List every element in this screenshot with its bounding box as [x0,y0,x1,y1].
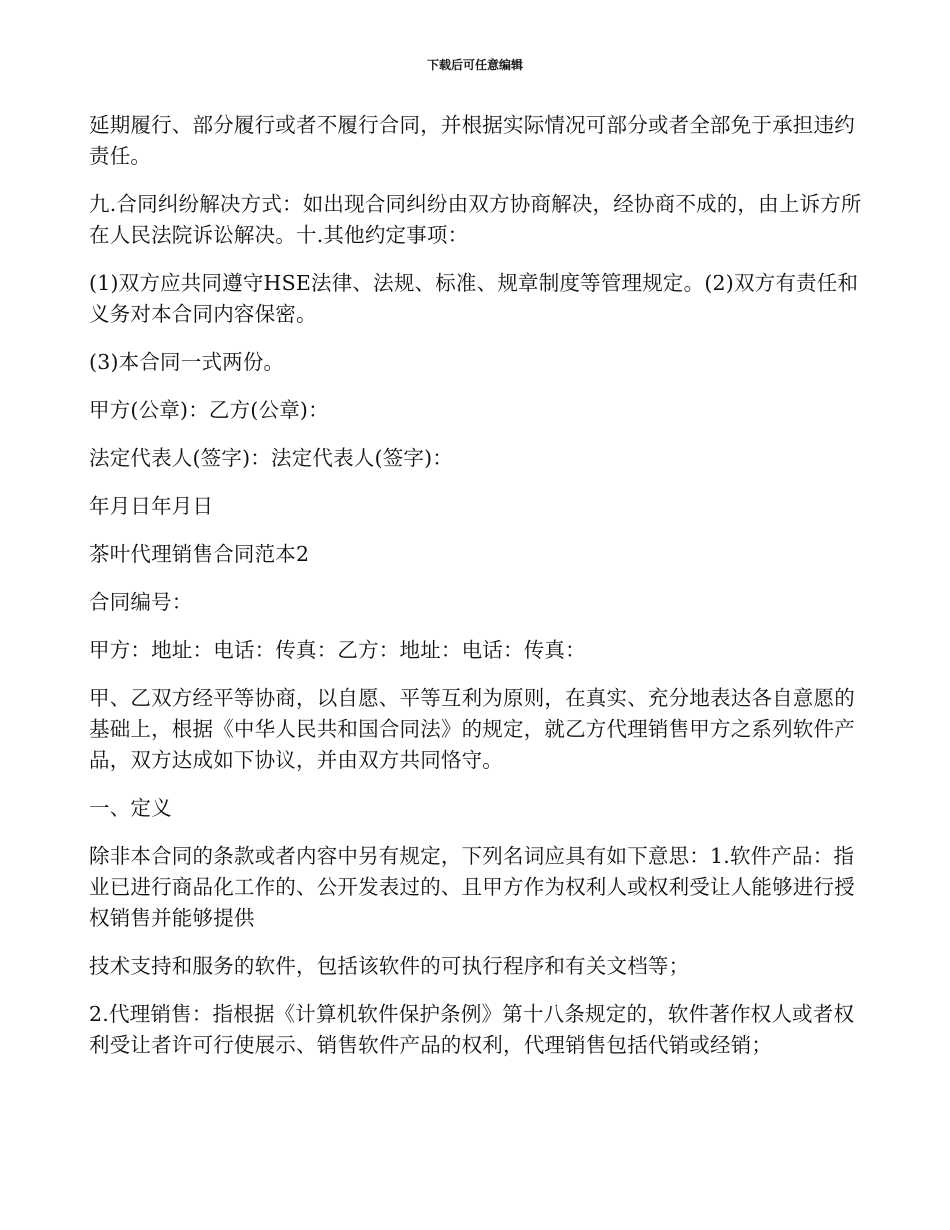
paragraph-14: 技术支持和服务的软件，包括该软件的可执行程序和有关文档等； [89,954,690,978]
paragraph-4: (3)本合同一式两份。 [89,350,285,374]
document-body [89,110,864,1078]
paragraph-10: 甲方：地址：电话：传真：乙方：地址：电话：传真： [89,638,586,662]
paragraph-7: 年月日年月日 [89,494,214,518]
paragraph-6: 法定代表人(签字)：法定代表人(签字)： [89,446,453,470]
page-header: 下载后可任意编辑 [426,58,523,72]
paragraph-9: 合同编号： [89,590,193,614]
paragraph-15: 2.代理销售：指根据《计算机软件保护条例》第十八条规定的，软件著作权人或者权利受让者许可行使展示、销售软件产品的权利，代理销售包括代销或经销； [89,1002,855,1057]
paragraph-5: 甲方(公章)：乙方(公章)： [89,398,329,422]
paragraph-11: 甲、乙双方经平等协商，以自愿、平等互利为原则，在真实、充分地表达各自意愿的基础上，根据《中华人民共和国合同法》的规定，就乙方代理销售甲方之系列软件产品，双方达成如下协议，并由双方共同恪守。 [89,686,855,772]
paragraph-8: 茶叶代理销售合同范本2 [89,542,310,566]
paragraph-1: 延期履行、部分履行或者不履行合同，并根据实际情况可部分或者全部免于承担违约责任。 [89,113,855,168]
paragraph-13: 除非本合同的条款或者内容中另有规定，下列名词应具有如下意思：1.软件产品：指业已进行商品化工作的、公开发表过的、且甲方作为权利人或权利受让人能够进行授权销售并能够提供 [89,844,855,930]
paragraph-2: 九.合同纠纷解决方式：如出现合同纠纷由双方协商解决，经协商不成的，由上诉方所在人民法院诉讼解决。十.其他约定事项： [89,192,862,247]
paragraph-3: (1)双方应共同遵守HSE法律、法规、标准、规章制度等管理规定。(2)双方有责任和义务对本合同内容保密。 [89,271,859,326]
paragraph-12: 一、定义 [89,796,172,820]
